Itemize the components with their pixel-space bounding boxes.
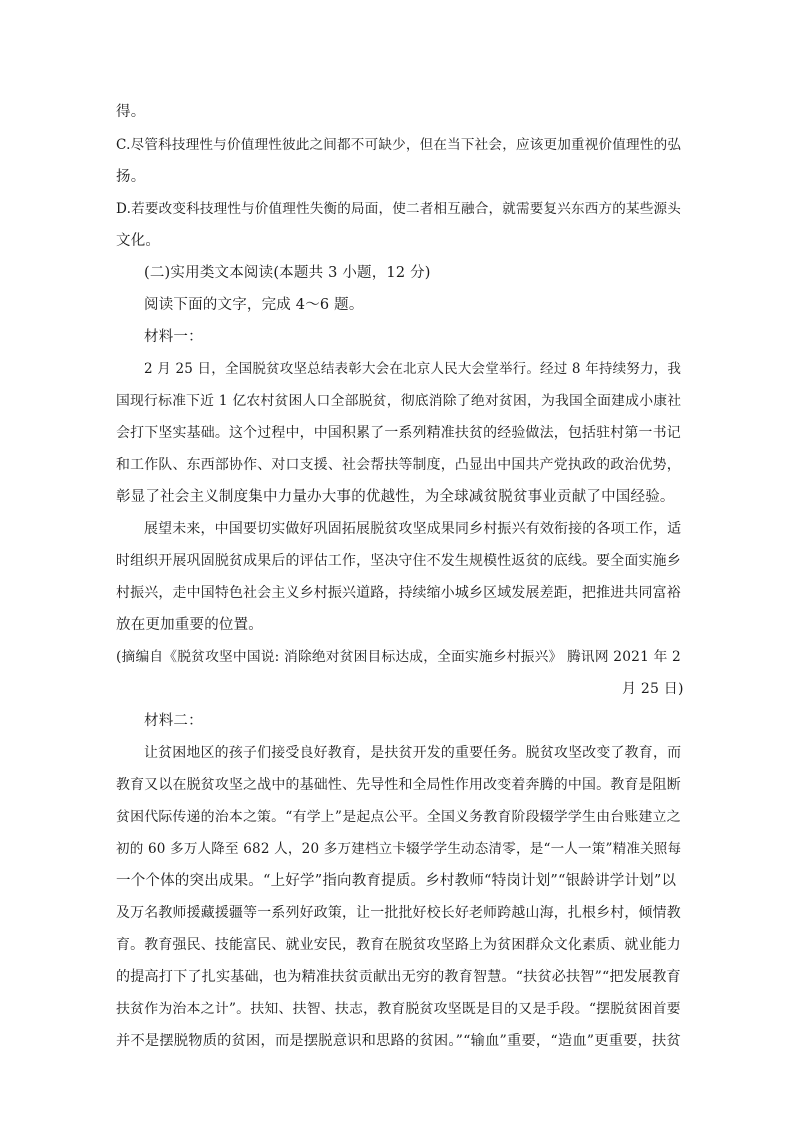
paragraph-line: 展望未来，中国要切实做好巩固拓展脱贫攻坚成果同乡村振兴有效衔接的各项工作，适 xyxy=(144,521,682,537)
paragraph-line: 的提高打下了扎实基础，也为精准扶贫贡献出无穷的教育智慧。“扶贫必扶智”“把发展教育 xyxy=(116,969,681,985)
paragraph-line: 初的 60 多万人降至 682 人，20 多万建档立卡辍学学生动态清零，是“一人一策”精准关照每 xyxy=(116,841,682,857)
paragraph-line: 国现行标准下近 1 亿农村贫困人口全部脱贫，彻底消除了绝对贫困，为我国全面建成小康社 xyxy=(116,393,682,409)
paragraph-line: 村振兴，走中国特色社会主义乡村振兴道路，持续缩小城乡区域发展差距，把推进共同富裕 xyxy=(116,585,681,601)
text-line: 文化。 xyxy=(116,233,161,249)
paragraph-line: 2 月 25 日，全国脱贫攻坚总结表彰大会在北京人民大会堂举行。经过 8 年持续努力，我 xyxy=(144,361,682,377)
section-heading: (二)实用类文本阅读(本题共 3 小题，12 分) xyxy=(144,265,431,281)
paragraph-line: 让贫困地区的孩子们接受良好教育，是扶贫开发的重要任务。脱贫攻坚改变了教育，而 xyxy=(144,745,682,761)
paragraph-line: 时组织开展巩固脱贫成果后的评估工作，坚决守住不发生规模性返贫的底线。要全面实施乡 xyxy=(116,553,681,569)
option-d-line: D.若要改变科技理性与价值理性失衡的局面，使二者相互融合，就需要复兴东西方的某些源头 xyxy=(116,201,681,217)
source-citation-date: 月 25 日) xyxy=(622,681,684,697)
paragraph-line: 会打下坚实基础。这个过程中，中国积累了一系列精准扶贫的经验做法，包括驻村第一书记 xyxy=(116,425,681,441)
material-one-heading: 材料一： xyxy=(144,329,203,345)
source-citation: (摘编自《脱贫攻坚中国说: 消除绝对贫困目标达成，全面实施乡村振兴》 腾讯网 2021 年 2 xyxy=(116,649,681,665)
paragraph-line: 一个个体的突出成果。“上好学”指向教育提质。乡村教师“特岗计划”“银龄讲学计划”以 xyxy=(116,873,677,889)
paragraph-line: 放在更加重要的位置。 xyxy=(116,617,263,633)
text-line: 扬。 xyxy=(116,169,146,185)
paragraph-line: 贫困代际传递的治本之策。“有学上”是起点公平。全国义务教育阶段辍学学生由台账建立之 xyxy=(116,809,681,825)
option-c-line: C.尽管科技理性与价值理性彼此之间都不可缺少，但在当下社会，应该更加重视价值理性的弘 xyxy=(116,137,682,153)
paragraph-line: 育。教育强民、技能富民、就业安民，教育在脱贫攻坚路上为贫困群众文化素质、就业能力 xyxy=(116,937,681,953)
paragraph-line: 及万名教师援藏援疆等一系列好政策，让一批批好校长好老师跨越山海，扎根乡村，倾情教 xyxy=(116,905,681,921)
paragraph-line: 彰显了社会主义制度集中力量办大事的优越性，为全球减贫脱贫事业贡献了中国经验。 xyxy=(116,489,675,505)
instruction: 阅读下面的文字，完成 4～6 题。 xyxy=(144,297,364,313)
text-line: 得。 xyxy=(116,104,146,120)
material-two-heading: 材料二： xyxy=(144,713,203,729)
paragraph-line: 教育又以在脱贫攻坚之战中的基础性、先导性和全局性作用改变着奔腾的中国。教育是阻断 xyxy=(116,777,681,793)
paragraph-line: 和工作队、东西部协作、对口支援、社会帮扶等制度，凸显出中国共产党执政的政治优势， xyxy=(116,457,681,473)
paragraph-line: 并不是摆脱物质的贫困，而是摆脱意识和思路的贫困。”“输血”重要，“造血”更重要，扶贫 xyxy=(116,1033,681,1049)
paragraph-line: 扶贫作为治本之计”。扶知、扶智、扶志，教育脱贫攻坚既是目的又是手段。“摆脱贫困首要 xyxy=(116,1001,681,1017)
